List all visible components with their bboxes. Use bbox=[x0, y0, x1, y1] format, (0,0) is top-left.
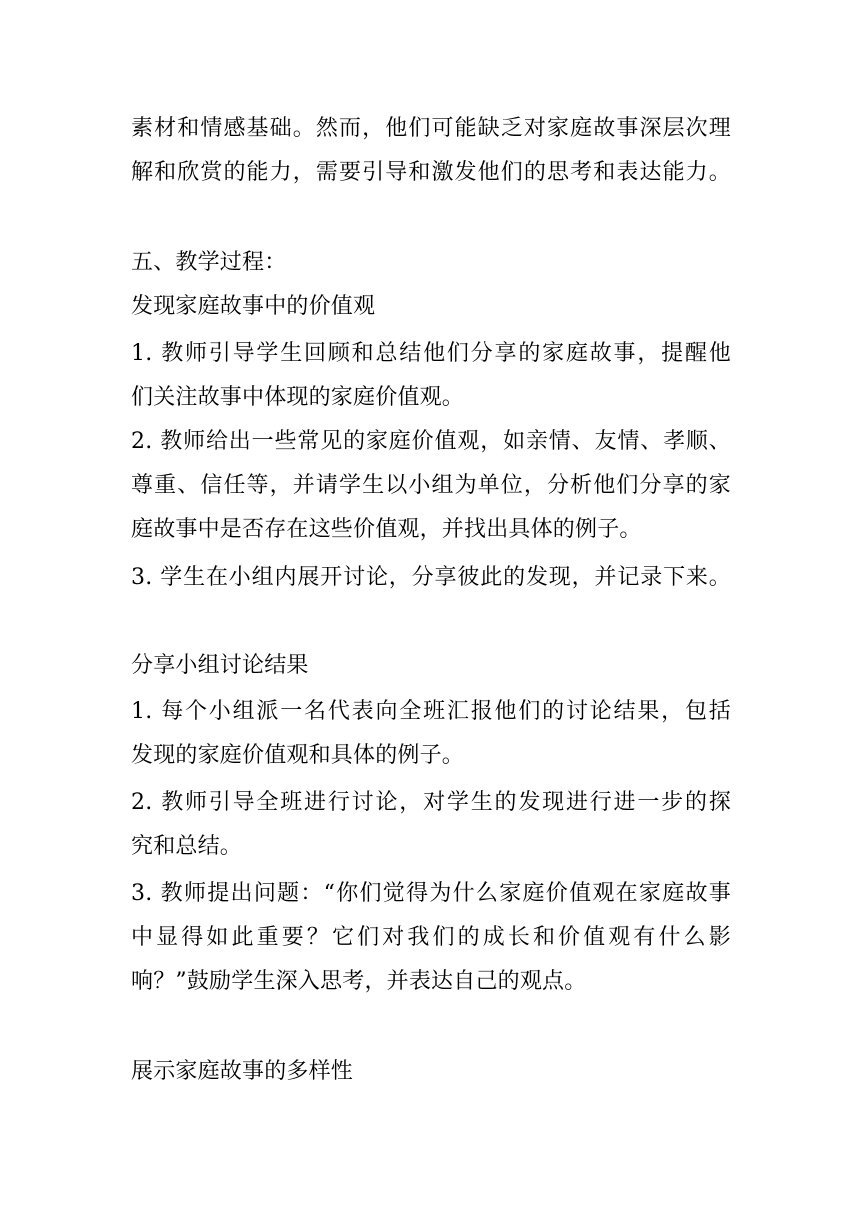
list-item-line: 2. 教师给出一些常见的家庭价值观，如亲情、友情、孝顺、 bbox=[131, 429, 731, 454]
subsection-title: 分享小组讨论结果 bbox=[131, 653, 309, 678]
list-item-line: 庭故事中是否存在这些价值观，并找出具体的例子。 bbox=[131, 517, 642, 542]
list-item-line: 3. 学生在小组内展开讨论，分享彼此的发现，并记录下来。 bbox=[131, 565, 731, 590]
list-item-line: 中显得如此重要？它们对我们的成长和价值观有什么影 bbox=[131, 925, 731, 950]
list-item-line: 1. 教师引导学生回顾和总结他们分享的家庭故事，提醒他 bbox=[131, 341, 731, 366]
subsection-title: 发现家庭故事中的价值观 bbox=[131, 294, 376, 319]
intro-paragraph-line: 解和欣赏的能力，需要引导和激发他们的思考和表达能力。 bbox=[131, 160, 731, 185]
list-item-line: 们关注故事中体现的家庭价值观。 bbox=[131, 385, 465, 410]
list-item-line: 响？”鼓励学生深入思考，并表达自己的观点。 bbox=[131, 969, 587, 994]
section-heading: 五、教学过程： bbox=[131, 250, 287, 275]
list-item-line: 尊重、信任等，并请学生以小组为单位，分析他们分享的家 bbox=[131, 473, 731, 498]
intro-paragraph-line: 素材和情感基础。然而，他们可能缺乏对家庭故事深层次理 bbox=[131, 116, 731, 141]
list-item-line: 发现的家庭价值观和具体的例子。 bbox=[131, 743, 465, 768]
list-item-line: 究和总结。 bbox=[131, 834, 243, 859]
list-item-line: 1. 每个小组派一名代表向全班汇报他们的讨论结果，包括 bbox=[131, 699, 731, 724]
list-item-line: 3. 教师提出问题：“你们觉得为什么家庭价值观在家庭故事 bbox=[131, 881, 731, 906]
subsection-title: 展示家庭故事的多样性 bbox=[131, 1059, 354, 1084]
list-item-line: 2. 教师引导全班进行讨论，对学生的发现进行进一步的探 bbox=[131, 790, 731, 815]
